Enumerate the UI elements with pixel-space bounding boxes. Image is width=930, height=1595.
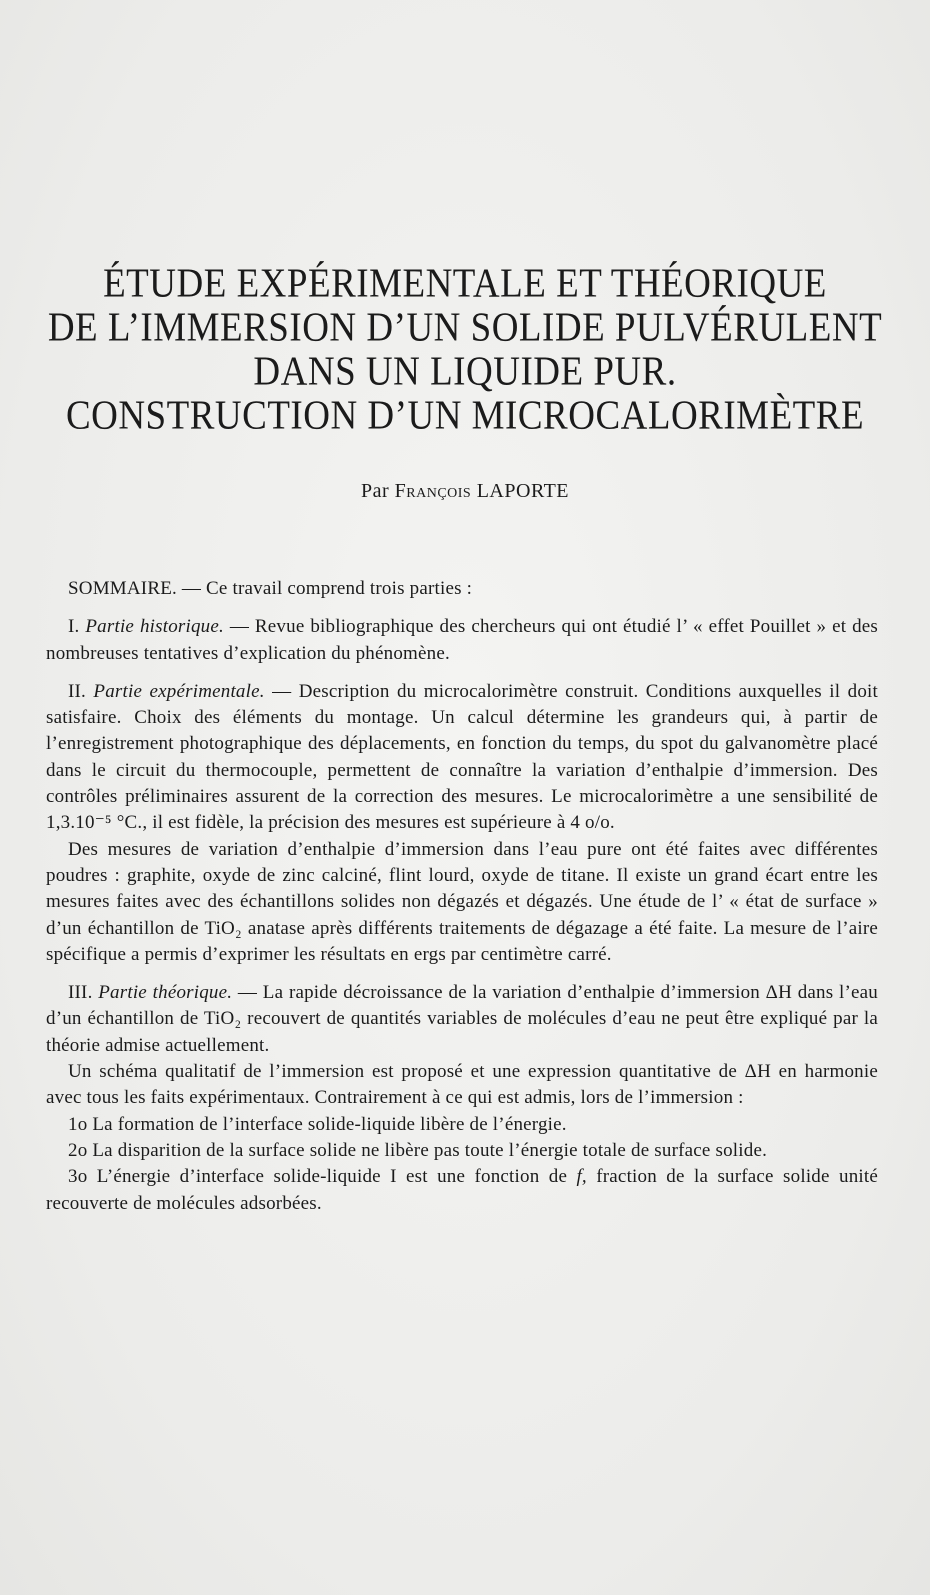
author-last-name: LAPORTE [476,480,570,502]
part-1-label: I. [68,616,80,638]
author-prefix: Par [360,480,390,502]
part-3-text: — La rapide décroissance de la variation d’enthalpie d’immersion ΔH dans l’eau d’un échantillon de TiO₂ recouvert de quantités variables de molécules d’eau ne peut être expliqué par la théorie admise actuellement. [46,982,879,1056]
part-2-title: Partie expérimentale. [93,680,265,702]
part-3-paragraph [46,980,878,1059]
summary-body [46,576,878,1217]
part-3-paragraph-2: Un schéma qualitatif de l’immersion est proposé et une expression quantitative de ΔH en harmonie avec tous les faits expérimentaux. Contrairement à ce qui est admis, lors de l’immersion : [46,1061,878,1109]
part-2-paragraph [46,679,878,837]
part-1-paragraph [46,614,878,667]
point-3-text-a: 3o L’énergie d’interface solide-liquide I est une fonction de [68,1166,577,1188]
part-2-label: II. [68,680,87,702]
part-1-text: — Revue bibliographique des chercheurs qui ont étudié l’ « effet Pouillet » et des nombreuses tentatives d’explication du phénomène. [46,616,879,664]
part-3-label: III. [68,982,93,1004]
article-title [30,262,900,438]
part-2-text: — Description du microcalorimètre construit. Conditions auxquelles il doit satisfaire. Choix des éléments du montage. Un calcul détermine les grandeurs qui, à partir de l’enregistrement photographique des déplacements, en fonction du temps, du spot du galvanomètre placé dans le circuit du thermocouple, permettent de connaître la variation d’enthalpie d’immersion. Des contrôles préliminaires assurent de la correction des mesures. Le microcalorimètre a une sensibilité de 1,3.10⁻⁵ °C., il est fidèle, la précision des mesures est supérieure à 4 o/o. [46,680,878,834]
point-3-variable: f, [576,1166,587,1188]
part-3-point-2: 2o La disparition de la surface solide ne libère pas toute l’énergie totale de surface solide. [68,1139,768,1161]
part-3-point-1: 1o La formation de l’interface solide-liquide libère de l’énergie. [68,1113,567,1135]
part-3-point-3 [46,1164,878,1217]
summary-intro: SOMMAIRE. — Ce travail comprend trois parties : [68,578,473,599]
part-1-title: Partie historique. [85,616,224,638]
title-line: DE L’IMMERSION D’UN SOLIDE PULVÉRULENT [47,304,883,351]
title-line: ÉTUDE EXPÉRIMENTALE ET THÉORIQUE [103,260,827,307]
author-first-name: François [394,480,472,502]
author-line [0,478,930,504]
title-line: CONSTRUCTION D’UN MICROCALORIMÈTRE [65,392,865,439]
part-2-paragraph-2: Des mesures de variation d’enthalpie d’immersion dans l’eau pure ont été faites avec différentes poudres : graphite, oxyde de zinc calciné, flint lourd, oxyde de titane. Il existe un grand écart entre les mesures faites avec des échantillons solides non dégazés et dégazés. Une étude de l’ « état de surface » d’un échantillon de TiO₂ anatase après différents traitements de dégazage a été faite. La mesure de l’aire spécifique a permis d’exprimer les résultats en ergs par centimètre carré. [46,838,878,965]
title-line: DANS UN LIQUIDE PUR. [253,348,677,395]
part-3-title: Partie théorique. [98,982,233,1004]
point-3-text-b: fraction de la surface solide unité recouverte de molécules adsorbées. [46,1166,878,1214]
